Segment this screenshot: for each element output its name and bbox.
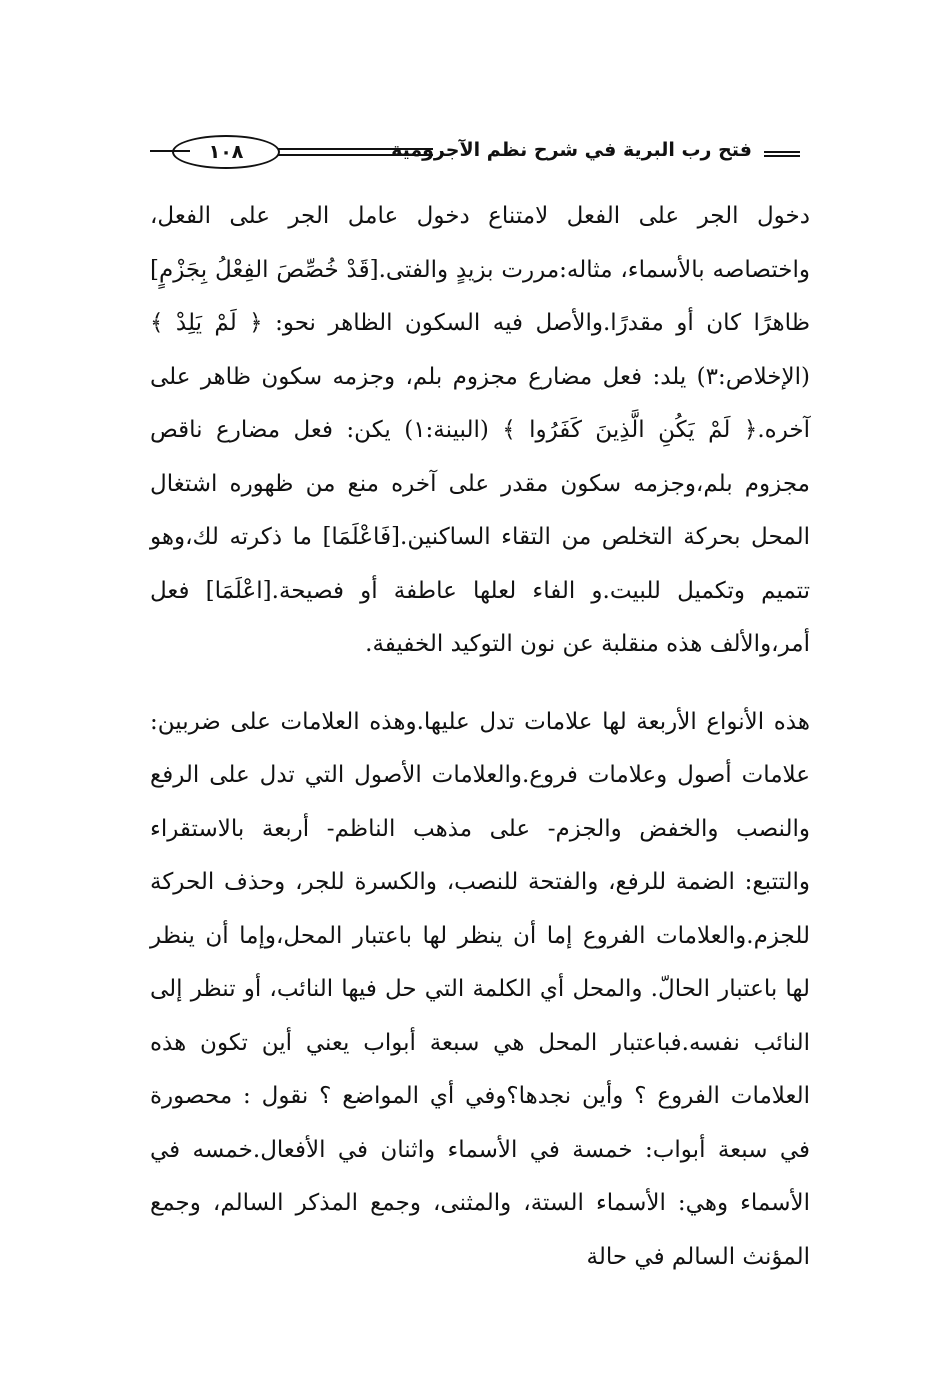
header-rule	[268, 148, 433, 156]
page-body	[150, 190, 810, 1284]
header-ornament-dash	[764, 151, 800, 157]
paragraph	[150, 696, 810, 1285]
paragraph-text-1: دخول الجر على الفعل لامتناع دخول عامل الجر على الفعل، واختصاصه بالأسماء، مثاله:مررت بزيدٍ والفتى.[قَدْ خُصِّصَ الفِعْلُ بِجَزْمٍ] ظاهرًا كان أو مقدرًا.والأصل فيه السكون الظاهر نحو: ﴿ لَمْ يَلِدْ ﴾ (الإخلاص:٣) يلد: فعل مضارع مجزوم بلم، وجزمه سكون ظاهر على آخره.﴿ لَمْ يَكُنِ الَّذِينَ كَفَرُوا ﴾ (البينة:١) يكن: فعل مضارع ناقص مجزوم بلم،وجزمه سكون مقدر على آخره منع من ظهوره اشتغال المحل بحركة التخلص من التقاء الساكنين.[فَاعْلَمَا] ما ذكرته لك،وهو تتميم وتكميل للبيت.و الفاء لعلها عاطفة أو فصيحة.[اعْلَمَا] فعل أمر،والألف هذه منقلبة عن نون التوكيد الخفيفة.	[150, 203, 810, 657]
header-rule-end	[150, 150, 190, 155]
paragraph-text-2: هذه الأنواع الأربعة لها علامات تدل عليها.وهذه العلامات على ضربين: علامات أصول وعلامات فروع.والعلامات الأصول التي تدل على الرفع والنصب والخفض والجزم- على مذهب الناظم- أربعة بالاستقراء والتتبع: الضمة للرفع، والفتحة للنصب، والكسرة للجر، وحذف الحركة للجزم.والعلامات الفروع إما أن ينظر لها باعتبار المحل،وإما أن ينظر لها باعتبار الحالّ. والمحل أي الكلمة التي حل فيها النائب، أو تنظر إلى النائب نفسه.فباعتبار المحل هي سبعة أبواب يعني أين تكون هذه العلامات الفروع ؟ وأين نجدها؟وفي أي المواضع ؟ نقول : محصورة في سبعة أبواب: خمسة في الأسماء واثنان في الأفعال.خمسه في الأسماء وهي: الأسماء الستة، والمثنى، وجمع المذكر السالم، وجمع المؤنث السالم في حالة	[150, 708, 810, 1270]
running-header	[150, 133, 800, 173]
book-title: فتح رب البرية في شرح نظم الآجرومية	[391, 139, 752, 161]
paragraph	[150, 190, 810, 672]
page-number: ١٠٨	[172, 135, 280, 169]
